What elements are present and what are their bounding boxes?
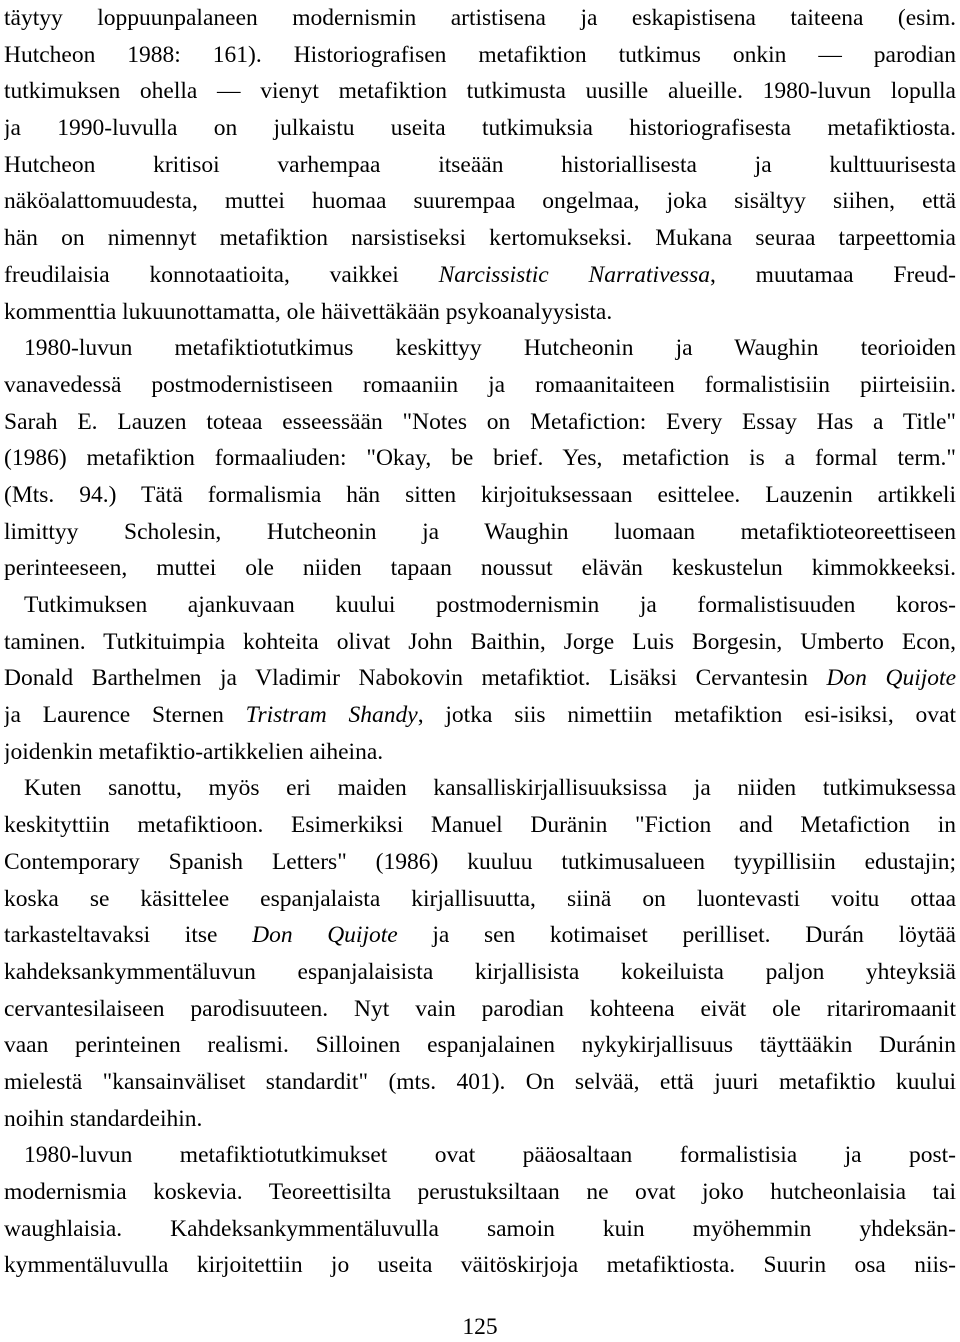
text-line: Tutkimuksen ajankuvaan kuului postmodernismin ja formalistisuuden koros- xyxy=(24,592,956,618)
text-line: ja Laurence Sternen Tristram Shandy, jotka siis nimettiin metafiktion esi-isiksi, ovat xyxy=(4,702,956,729)
text-line: hän on nimennyt metafiktion narsistiseksi kertomukseksi. Mukana seuraa tarpeettomia xyxy=(4,225,956,252)
text-line: joidenkin metafiktio-artikkelien aiheina. xyxy=(4,738,384,765)
text-line: cervantesilaiseen parodisuuteen. Nyt vain parodian kohteena eivät ole ritariromaanit xyxy=(4,995,956,1022)
text-line: Donald Barthelmen ja Vladimir Nabokovin metafiktiot. Lisäksi Cervantesin Don Quijote xyxy=(4,665,956,692)
text-line: ja 1990-luvulla on julkaistu useita tutkimuksia historiografisesta metafiktiosta. xyxy=(4,115,956,142)
text-line: taminen. Tutkituimpia kohteita olivat John Baithin, Jorge Luis Borgesin, Umberto Econ, xyxy=(4,628,956,655)
text-line: 1980-luvun metafiktiotutkimukset ovat pääosaltaan formalistisia ja post- xyxy=(24,1142,956,1169)
page-number: 125 xyxy=(462,1314,498,1340)
text-line: (1986) metafiktion formaaliuden: "Okay, be brief. Yes, metafiction is a formal term." xyxy=(4,445,956,472)
text-line: tarkasteltavaksi itse Don Quijote ja sen kotimaiset perilliset. Durán löytää xyxy=(4,922,956,949)
text-line: 1980-luvun metafiktiotutkimus keskittyy Hutcheonin ja Waughin teorioiden xyxy=(24,335,956,362)
text-line: waughlaisia. Kahdeksankymmentäluvulla samoin kuin myöhemmin yhdeksän- xyxy=(4,1215,956,1242)
text-line: perinteeseen, muttei ole niiden tapaan noussut elävän keskustelun kimmokkeeksi. xyxy=(4,555,956,582)
text-line: keskityttiin metafiktioon. Esimerkiksi Manuel Duränin "Fiction and Metafiction in xyxy=(4,812,956,839)
text-line: Hutcheon kritisoi varhempaa itseään historiallisesta ja kulttuurisesta xyxy=(4,151,956,178)
text-line: koska se käsittelee espanjalaista kirjallisuutta, siinä on luontevasti voitu ottaa xyxy=(4,885,956,912)
text-line: kahdeksankymmentäluvun espanjalaisista kirjallisista kokeiluista paljon yhteyksiä xyxy=(4,958,956,985)
text-line: kommenttia lukuunottamatta, ole häivettäkään psykoanalyysista. xyxy=(4,298,613,325)
text-line: (Mts. 94.) Tätä formalismia hän sitten kirjoituksessaan esittelee. Lauzenin artikkeli xyxy=(4,481,956,508)
text-line: vaan perinteinen realismi. Silloinen espanjalainen nykykirjallisuus täyttääkin Duránin xyxy=(4,1032,956,1059)
text-line: täytyy loppuunpalaneen modernismin artistisena ja eskapistisena taiteena (esim. xyxy=(4,5,956,31)
document-page xyxy=(4,0,956,1284)
text-line: näköalattomuudesta, muttei huomaa suurempaa ongelmaa, joka sisältyy siihen, että xyxy=(4,188,956,215)
text-line: kymmentäluvulla kirjoitettiin jo useita väitöskirjoja metafiktiosta. Suurin osa niis- xyxy=(4,1252,956,1279)
text-line: limittyy Scholesin, Hutcheonin ja Waughin luomaan metafiktioteoreettiseen xyxy=(4,518,956,545)
text-line: modernismia koskevia. Teoreettisilta perustuksiltaan ne ovat joko hutcheonlaisia tai xyxy=(4,1179,956,1205)
text-line: noihin standardeihin. xyxy=(4,1105,203,1132)
text-line: tutkimuksen ohella — vienyt metafiktion tutkimusta uusille alueille. 1980-luvun lopulla xyxy=(4,78,956,105)
text-line: Hutcheon 1988: 161). Historiografisen metafiktion tutkimus onkin — parodian xyxy=(4,41,956,68)
text-line: Contemporary Spanish Letters" (1986) kuuluu tutkimusalueen tyypillisiin edustajin; xyxy=(4,848,956,875)
text-line: Kuten sanottu, myös eri maiden kansalliskirjallisuuksissa ja niiden tutkimuksessa xyxy=(24,775,956,802)
text-line: mielestä "kansainväliset standardit" (mts. 401). On selvää, että juuri metafiktio kuului xyxy=(4,1068,956,1095)
text-line: Sarah E. Lauzen toteaa esseessään "Notes on Metafiction: Every Essay Has a Title" xyxy=(4,408,956,435)
text-line: freudilaisia konnotaatioita, vaikkei Narcissistic Narrativessa, muutamaa Freud- xyxy=(4,261,956,288)
text-line: vanavedessä postmodernistiseen romaaniin ja romaanitaiteen formalistisiin piirteisiin. xyxy=(4,371,956,398)
